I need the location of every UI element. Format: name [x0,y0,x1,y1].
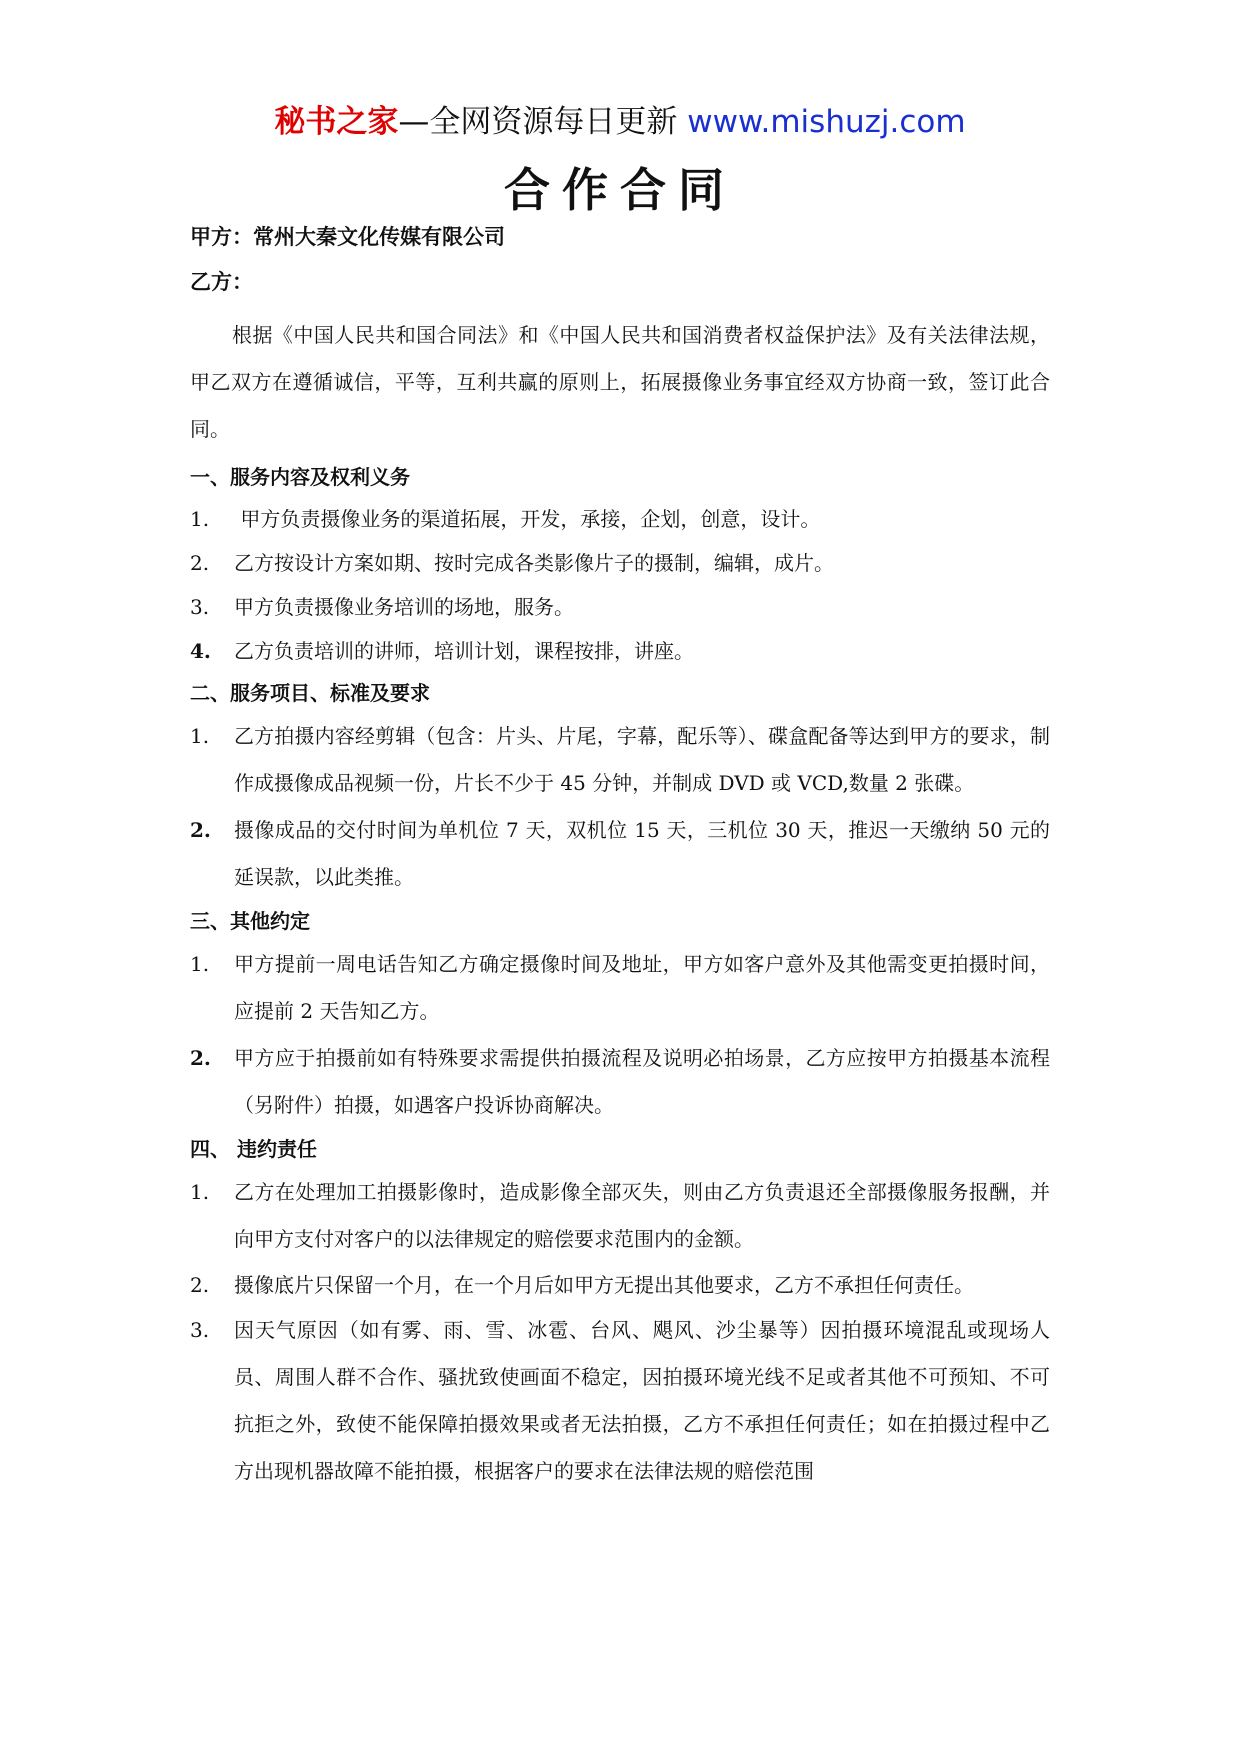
clause-text: 摄像成品的交付时间为单机位 7 天，双机位 15 天，三机位 30 天，推迟一天缴纳 50 元的延误款，以此类推。 [234,818,1050,889]
clause-text: 甲方应于拍摄前如有特殊要求需提供拍摄流程及说明必拍场景，乙方应按甲方拍摄基本流程（另附件）拍摄，如遇客户投诉协商解决。 [234,1046,1050,1117]
section-heading: 四、 违约责任 [190,1137,317,1161]
banner-brand: 秘书之家 [274,104,399,140]
intro-paragraph: 根据《中国人民共和国合同法》和《中国人民共和国消费者权益保护法》及有关法律法规，甲乙双方在遵循诚信，平等，互利共赢的原则上，拓展摄像业务事宜经双方协商一致，签订此合同。 [190,323,1050,441]
party-a-line: 甲方：常州大秦文化传媒有限公司 [190,225,505,249]
clause-number: 4. [190,639,211,663]
banner-url-link[interactable]: www.mishuzj.com [687,104,966,140]
section-heading: 二、服务项目、标准及要求 [190,681,430,705]
clause-number: 1. [190,724,210,748]
clause-text: 甲方负责摄像业务培训的场地，服务。 [234,595,574,619]
document-title: 合作合同 [504,163,736,217]
clause-number: 3. [190,595,210,619]
clause-number: 1. [190,507,210,531]
section-standards [190,673,1050,901]
section-liability [190,1129,1050,1495]
clause-item [190,807,1050,901]
section-services [190,457,1050,673]
clause-item [190,1169,1050,1263]
clause-item [190,497,1050,541]
clause-item [190,1263,1050,1307]
clause-text: 乙方负责培训的讲师，培训计划，课程按排，讲座。 [234,639,694,663]
clause-text: 因天气原因（如有雾、雨、雪、冰雹、台风、飓风、沙尘暴等）因拍摄环境混乱或现场人员、周围人群不合作、骚扰致使画面不稳定，因拍摄环境光线不足或者其他不可预知、不可抗拒之外，致使不能保障拍摄效果或者无法拍摄，乙方不承担任何责任；如在拍摄过程中乙方出现机器故障不能拍摄，根据客户的要求在法律法规的赔偿范围 [234,1318,1050,1483]
clause-text: 摄像底片只保留一个月，在一个月后如甲方无提出其他要求，乙方不承担任何责任。 [234,1273,974,1297]
clause-text: 甲方负责摄像业务的渠道拓展，开发，承接，企划，创意，设计。 [234,507,821,531]
clause-number: 2. [190,818,211,842]
clause-text: 乙方拍摄内容经剪辑（包含：片头、片尾，字幕，配乐等）、碟盒配备等达到甲方的要求，制作成摄像成品视频一份，片长不少于 45 分钟，并制成 DVD 或 VCD,数量 2 张碟。 [234,724,1050,795]
section-heading: 三、其他约定 [190,909,310,933]
section-heading: 一、服务内容及权利义务 [190,465,410,489]
clause-item [190,713,1050,807]
section-other-terms [190,901,1050,1129]
clause-number: 1. [190,952,210,976]
clause-text: 甲方提前一周电话告知乙方确定摄像时间及地址，甲方如客户意外及其他需变更拍摄时间，应提前 2 天告知乙方。 [234,952,1050,1023]
clause-item [190,941,1050,1035]
clause-number: 1. [190,1180,210,1204]
banner-tagline: —全网资源每日更新 [398,104,688,140]
clause-number: 2. [190,551,210,575]
document-body [190,222,1050,1495]
clause-item [190,1035,1050,1129]
clause-item [190,585,1050,629]
clause-text: 乙方在处理加工拍摄影像时，造成影像全部灭失，则由乙方负责退还全部摄像服务报酬，并向甲方支付对客户的以法律规定的赔偿要求范围内的金额。 [234,1180,1050,1251]
clause-item [190,541,1050,585]
clause-item [190,629,1050,673]
clause-number: 2. [190,1046,211,1070]
clause-number: 2. [190,1273,210,1297]
site-banner [0,100,1240,144]
clause-text: 乙方按设计方案如期、按时完成各类影像片子的摄制，编辑，成片。 [234,551,834,575]
clause-item [190,1307,1050,1495]
clause-number: 3. [190,1318,210,1342]
party-b-line: 乙方： [190,270,253,294]
